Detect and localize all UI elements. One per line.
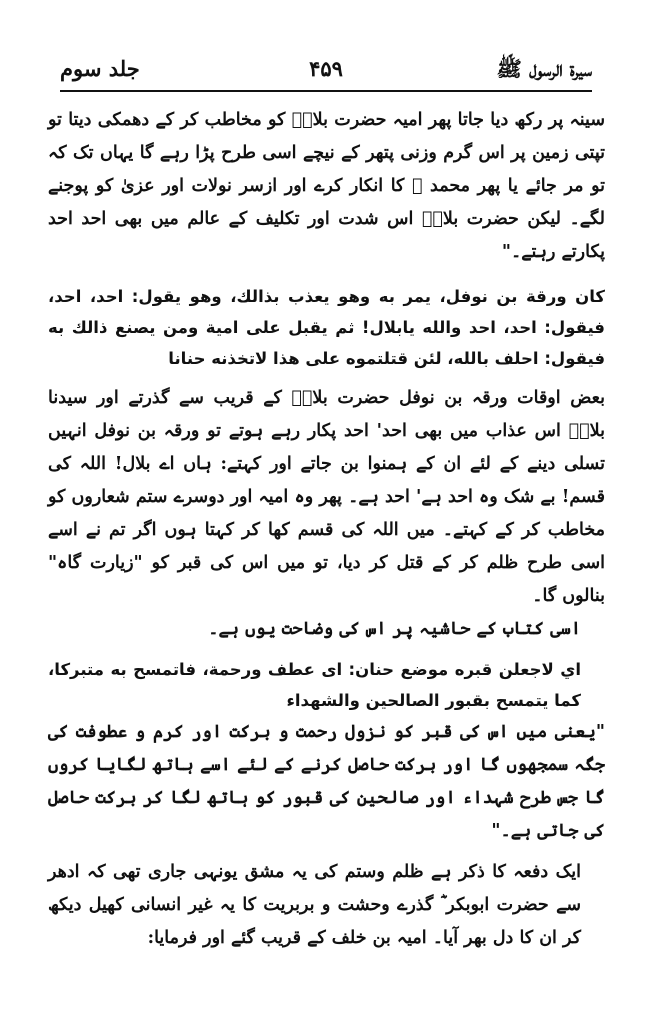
urdu-paragraph-abubakr: ایک دفعہ کا ذکر ہے ظلم وستم کی یہ مشق یونہی جاری تھی کہ ادھر سے حضرت ابوبکر ؓ گذرے وحشت و بربریت کا یہ غیر انسانی کھیل دیکھ کر ان کا دل بھر آیا۔ امیہ بن خلف کے قریب گئے اور فرمایا: [48,862,581,948]
arabic-quote-waraqa: كان ورقة بن نوفل، يمر به وهو يعذب بذالك، وهو يقول: احد، احد، فيقول: احد، احد والله يابلال! ثم يقبل على امية ومن يصنع ذالك به فيقول: احلف بالله، لئن قتلتموه على هذا لاتخذنه حنانا [48,287,605,368]
urdu-paragraph-torture: سینہ پر رکھ دیا جاتا پھر امیہ حضرت بلالؓ کو مخاطب کر کے دھمکی دیتا تو تپتی زمین پر اس گرم وزنی پتھر کے نیچے اسی طرح پڑا رہے گا یہاں تک کہ تو مر جائے یا پھر محمد ﷺ کا انکار کرے اور ازسر نولات اور عزیٰ کو پوجنے لگے۔ لیکن حضرت بلالؓ اس شدت اور تکلیف کے عالم میں بھی احد احد پکارتے رہتے۔" [48,110,605,262]
page-header [60,48,592,92]
urdu-paragraph-waraqa: بعض اوقات ورقہ بن نوفل حضرت بلالؓ کے قریب سے گذرتے اور سیدنا بلالؓ اس عذاب میں بھی احد' احد پکار رہے ہوتے تو ورقہ بن نوفل انہیں تسلی دینے کے لئے ان کے ہمنوا بن جاتے اور کہتے: ہاں اے بلال! اللہ کی قسم! بے شک وہ احد ہے' احد ہے۔ پھر وہ امیہ اور دوسرے ستم شعاروں کو مخاطب کر کے کہتے۔ میں اللہ کی قسم کھا کر کہتا ہوں اگر تم نے اسے اسی طرح ظلم کر کے قتل کر دیا، تو میں اس کی قبر کو "زیارت گاہ" بنالوں گا۔ [48,388,605,606]
arabic-footnote-quote: اي لاجعلن قبره موضع حنان: اى عطف ورحمة، فاتمسح به متبركا، كما يتمسح بقبور الصالحين والشهداء [48,660,581,710]
page-body [48,104,605,1003]
urdu-footnote-intro: اسی کتاب کے حاشیہ پر اس کی وضاحت یوں ہے۔ [208,619,581,639]
urdu-footnote-translation: "یعنی میں اس کی قبر کو نزول رحمت و برکت اور کرم و عطوفت کی جگہ سمجھوں گا اور برکت حاصل کرنے کے لئے اسے ہاتھ لگایا کروں گا جس طرح شہداء اور صالحین کی قبور کو ہاتھ لگا کر برکت حاصل کی جاتی ہے۔" [48,722,605,841]
volume-label: جلد سوم [60,56,140,81]
book-title: سیرۃ الرسول ﷺ [496,56,592,81]
header-rule [60,90,592,92]
page-number: ۴۵۹ [309,56,343,81]
